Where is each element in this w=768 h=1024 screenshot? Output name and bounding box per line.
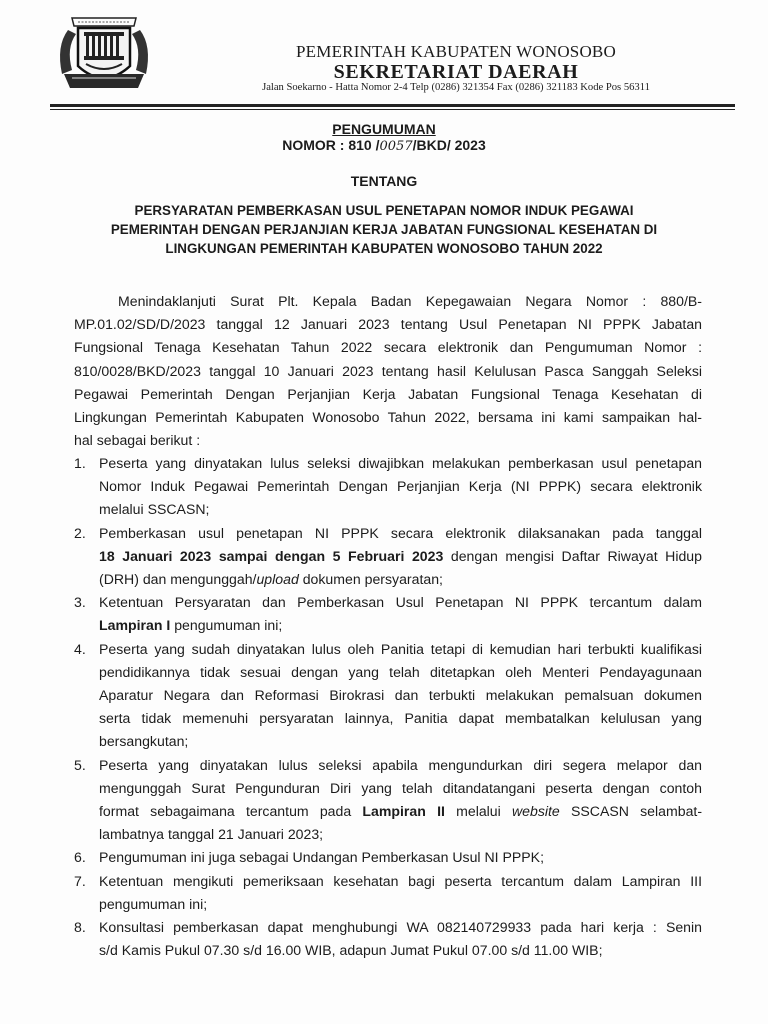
item-line: pengumuman ini; (99, 895, 208, 912)
item-line: serta tidak memenuhi persyaratan lainnya, Panitia dapat membatalkan kelulusan yang (99, 710, 702, 727)
list-item (74, 452, 702, 522)
item-line: Nomor Induk Pegawai Pemerintah Dengan Perjanjian Kerja (NI PPPK) secara elektronik (99, 478, 702, 495)
list-item (74, 638, 702, 754)
document-number-prefix: NOMOR : 810 / (282, 137, 380, 153)
list-item-number: 4. (74, 640, 86, 657)
list-item-number: 6. (74, 849, 86, 866)
document-tentang: TENTANG (350, 173, 418, 189)
item-line: Peserta yang sudah dinyatakan lulus oleh Panitia tetapi di kemudian hari terbukti kualifikasi (99, 640, 702, 657)
intro-line: hal sebagai berikut : (74, 432, 201, 449)
item-line: Ketentuan mengikuti pemeriksaan kesehatan bagi peserta tercantum dalam Lampiran III (99, 872, 702, 889)
document-number-suffix: /BKD/ 2023 (412, 137, 486, 153)
letterhead-rule-thick (50, 104, 735, 107)
item-line: Lampiran I pengumuman ini; (99, 617, 283, 634)
letterhead-rule-thin (50, 109, 735, 110)
list-item-number: 5. (74, 756, 86, 773)
document-number-handwritten: 0057 (379, 139, 413, 154)
list-item-number: 3. (74, 594, 86, 611)
item-line: mengunggah Surat Pengunduran Diri yang telah ditandatangani peserta dengan contoh (99, 779, 702, 796)
intro-line: 810/0028/BKD/2023 tanggal 10 Januari 2023 tentang hasil Kelulusan Pasca Sanggah Seleksi (74, 362, 702, 379)
list-item (74, 591, 702, 637)
list-item-number: 2. (74, 524, 86, 541)
item-line: format sebagaimana tercantum pada Lampiran II melalui website SSCASN selambat- (99, 803, 703, 820)
requirements-list (74, 452, 702, 962)
item-line: Pengumuman ini juga sebagai Undangan Pemberkasan Usul NI PPPK; (99, 849, 544, 866)
item-line: Peserta yang dinyatakan lulus seleksi apabila mengundurkan diri segera melapor dan (99, 756, 702, 773)
item-line: Konsultasi pemberkasan dapat menghubungi WA 082140729933 pada hari kerja : Senin (99, 919, 702, 936)
item-line: Pemberkasan usul penetapan NI PPPK secara elektronik dilaksanakan pada tanggal (99, 524, 702, 541)
item-line: bersangkutan; (99, 733, 189, 750)
intro-line: Pegawai Pemerintah Dengan Perjanjian Kerja Jabatan Fungsional Tenaga Kesehatan di (74, 385, 702, 402)
list-item-number: 8. (74, 919, 86, 936)
list-item-number: 7. (74, 872, 86, 889)
letterhead-address: Jalan Soekarno - Hatta Nomor 2-4 Telp (0286) 321354 Fax (0286) 321183 Kode Pos 56311 (262, 82, 650, 93)
item-line: Ketentuan Persyaratan dan Pemberkasan Usul Penetapan NI PPPK tercantum dalam (99, 594, 702, 611)
letterhead-office: SEKRETARIAT DAERAH (333, 61, 579, 83)
document-subject (0, 201, 768, 258)
attachment-ref: Lampiran I (99, 617, 171, 634)
intro-paragraph (74, 290, 702, 452)
intro-line: Lingkungan Pemerintah Kabupaten Wonosobo Tahun 2022, bersama ini kami sampaikan hal- (74, 409, 702, 426)
intro-line: Fungsional Tenaga Kesehatan Tahun 2022 secara elektronik dan Pengumuman Nomor : (74, 339, 702, 356)
item-line: 18 Januari 2023 sampai dengan 5 Februari 2023 dengan mengisi Daftar Riwayat Hidup (99, 547, 702, 564)
registration-period: 18 Januari 2023 sampai dengan 5 Februari 2023 (99, 547, 444, 564)
document-number (0, 137, 768, 154)
list-item (74, 754, 702, 847)
list-item (74, 916, 702, 962)
item-line: melalui SSCASN; (99, 501, 210, 518)
list-item-number: 1. (74, 455, 86, 471)
item-line: Aparatur Negara dan Reformasi Birokrasi dan terbukti melakukan pemalsuan dokumen (99, 687, 702, 704)
intro-line: MP.01.02/SD/D/2023 tanggal 12 Januari 2023 tentang Usul Penetapan NI PPPK Jabatan (74, 316, 702, 333)
subject-line: PEMERINTAH DENGAN PERJANJIAN KERJA JABATAN FUNGSIONAL KESEHATAN DI (110, 222, 658, 237)
list-item (74, 846, 702, 869)
subject-line: PERSYARATAN PEMBERKASAN USUL PENETAPAN NOMOR INDUK PEGAWAI (134, 203, 634, 218)
wonosobo-regency-crest-icon (50, 8, 158, 100)
item-line: s/d Kamis Pukul 07.30 s/d 16.00 WIB, adapun Jumat Pukul 07.00 s/d 11.00 WIB; (99, 942, 603, 959)
list-item (74, 870, 702, 916)
subject-line: LINGKUNGAN PEMERINTAH KABUPATEN WONOSOBO TAHUN 2022 (165, 241, 603, 256)
item-line: pendidikannya tidak sesuai dengan yang telah ditetapkan oleh Menteri Pendayagunaan (99, 663, 702, 680)
document-title: PENGUMUMAN (332, 121, 436, 137)
item-line: (DRH) dan mengunggah/upload dokumen persyaratan; (99, 571, 443, 588)
item-line: lambatnya tanggal 21 Januari 2023; (99, 826, 324, 843)
letterhead-government: PEMERINTAH KABUPATEN WONOSOBO (296, 42, 616, 61)
attachment-ref: Lampiran II (362, 803, 445, 820)
intro-line: Menindaklanjuti Surat Plt. Kepala Badan Kepegawaian Negara Nomor : 880/B- (118, 293, 702, 309)
item-line: Peserta yang dinyatakan lulus seleksi diwajibkan melakukan pemberkasan usul penetapan (99, 455, 702, 471)
list-item (74, 522, 702, 592)
